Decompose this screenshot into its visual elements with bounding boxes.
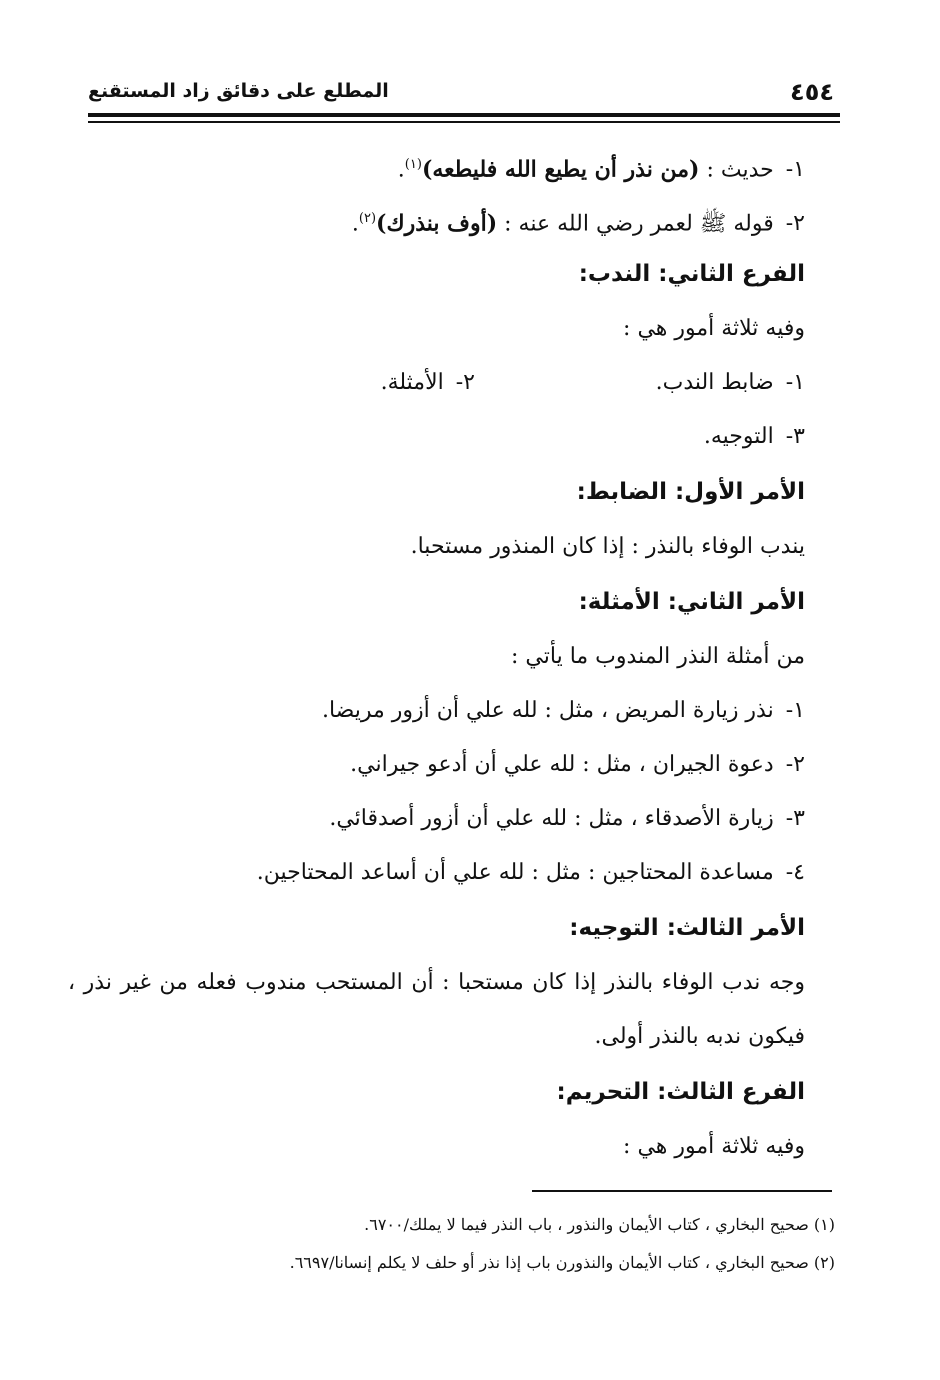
header-rule-thin bbox=[88, 121, 840, 123]
footnote: (٢) صحيح البخاري ، كتاب الأيمان والنذورن باب إذا نذر أو حلف لا يكلم إنسانا/٦٦٩٧. bbox=[289, 1253, 835, 1272]
book-title: المطلع على دقائق زاد المستقنع bbox=[88, 80, 389, 102]
page-body bbox=[68, 138, 805, 1174]
list-item: ٢-الأمثلة. bbox=[380, 370, 475, 395]
footnote-ref: (٢) bbox=[358, 211, 377, 226]
list-item: ٢-دعوة الجيران ، مثل : لله علي أن أدعو جيراني. bbox=[350, 752, 805, 777]
footnotes bbox=[110, 1206, 835, 1282]
list-item: ٣-زيارة الأصدقاء ، مثل : لله علي أن أزور أصدقائي. bbox=[329, 806, 805, 831]
list-item: ١-حديث : (من نذر أن يطيع الله فليطعه)$^{(١)}$. bbox=[397, 156, 805, 183]
footnote: (١) صحيح البخاري ، كتاب الأيمان والنذور ، باب النذر فيما لا يملك/٦٧٠٠. bbox=[364, 1215, 835, 1234]
list-row bbox=[88, 356, 805, 410]
list-item: ٣-التوجيه. bbox=[703, 424, 805, 449]
section-heading: الأمر الثالث: التوجيه: bbox=[569, 915, 805, 941]
page-number: ٤٥٤ bbox=[790, 78, 834, 106]
header-rule-thick bbox=[88, 113, 840, 117]
section-heading: الأمر الثاني: الأمثلة: bbox=[578, 589, 805, 615]
section-heading: الفرع الثالث: التحريم: bbox=[556, 1079, 805, 1105]
section-heading: الأمر الأول: الضابط: bbox=[576, 479, 805, 505]
paragraph: وفيه ثلاثة أمور هي : bbox=[623, 1134, 805, 1159]
footnote-separator bbox=[532, 1190, 832, 1192]
list-item: ٢-قوله ﷺ لعمر رضي الله عنه : (أوف بنذرك)$^{(٢)}$. bbox=[351, 210, 805, 237]
list-item: ٤-مساعدة المحتاجين : مثل : لله علي أن أساعد المحتاجين. bbox=[256, 860, 805, 885]
paragraph: وجه ندب الوفاء بالنذر إذا كان مستحبا : أن المستحب مندوب فعله من غير نذر ، فيكون ندبه بالنذر أولى. bbox=[68, 970, 805, 1049]
paragraph: وفيه ثلاثة أمور هي : bbox=[623, 316, 805, 341]
paragraph: من أمثلة النذر المندوب ما يأتي : bbox=[511, 644, 805, 669]
section-heading: الفرع الثاني: الندب: bbox=[578, 261, 805, 287]
list-item: ١-نذر زيارة المريض ، مثل : لله علي أن أزور مريضا. bbox=[321, 698, 805, 723]
list-item: ١-ضابط الندب. bbox=[655, 370, 805, 395]
footnote-ref: (١) bbox=[404, 157, 422, 172]
paragraph: يندب الوفاء بالنذر : إذا كان المنذور مستحبا. bbox=[410, 534, 805, 559]
